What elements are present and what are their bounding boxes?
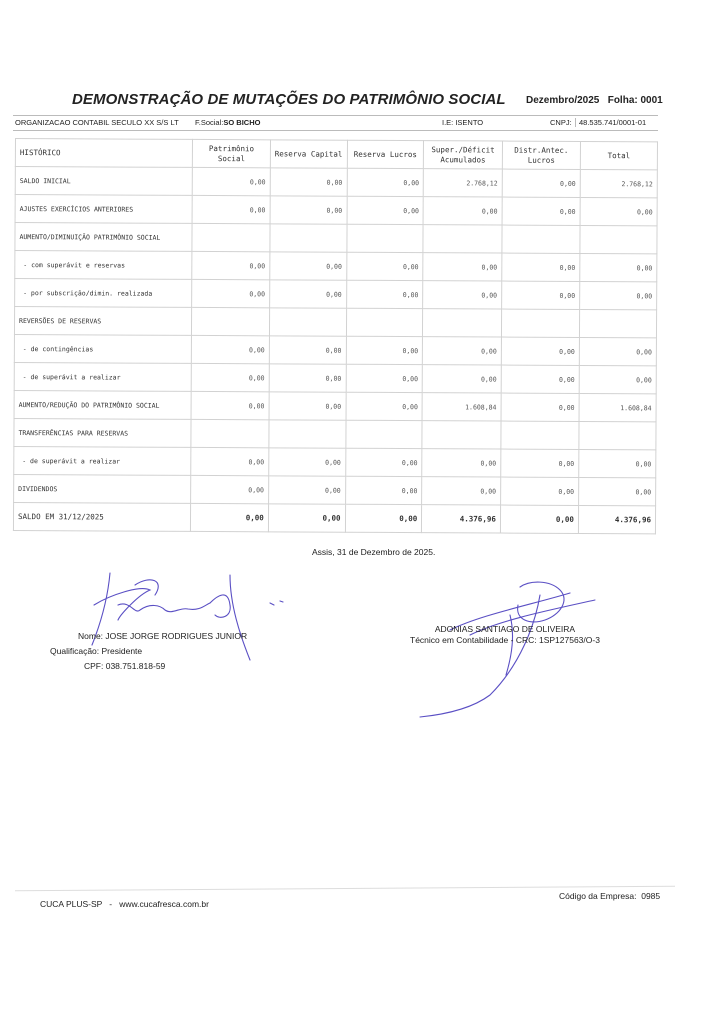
row-label: AJUSTES EXERCÍCIOS ANTERIORES [15, 195, 192, 224]
row-value: 1.608,84 [579, 393, 656, 421]
table-header-row [15, 139, 657, 170]
row-value: 0,00 [270, 252, 347, 280]
ie-number: I.E: ISENTO [442, 118, 484, 127]
signature-right-drawing [410, 575, 610, 725]
row-value: 0,00 [191, 447, 269, 475]
row-value: 0,00 [580, 253, 657, 281]
sheet-number: 0001 [640, 95, 663, 106]
table-row [14, 474, 656, 505]
row-value [269, 308, 346, 336]
footer-company-code: Código da Empresa: 0985 [559, 891, 661, 901]
row-value [346, 224, 423, 252]
row-value: 0,00 [268, 504, 345, 532]
row-value: 0,00 [500, 477, 578, 505]
row-value [579, 309, 656, 337]
row-value [346, 308, 423, 336]
row-value: 0,00 [580, 281, 657, 309]
row-value: 0,00 [346, 252, 423, 280]
period: Dezembro/2025 [526, 95, 600, 106]
row-value: 0,00 [423, 281, 502, 309]
row-value [423, 225, 502, 253]
table-row [14, 418, 656, 449]
row-value: 0,00 [346, 280, 423, 308]
social-name: SO BICHO [223, 118, 261, 127]
row-value [270, 224, 347, 252]
row-value: 0,00 [423, 197, 502, 225]
row-value: 0,00 [269, 364, 346, 392]
row-value: 0,00 [422, 449, 501, 477]
row-value: 0,00 [579, 337, 656, 365]
row-value: 0,00 [269, 336, 346, 364]
row-value: 0,00 [269, 280, 346, 308]
row-value: 0,00 [270, 196, 347, 224]
row-value [501, 421, 579, 449]
table-row [15, 167, 657, 198]
row-value: 0,00 [502, 169, 580, 197]
table-row [14, 334, 656, 365]
col-superavit-deficit: Super./Déficit Acumulados [424, 141, 503, 169]
row-label: SALDO EM 31/12/2025 [13, 502, 190, 531]
row-value: 0,00 [501, 393, 579, 421]
row-value: 0,00 [191, 363, 269, 391]
row-value: 0,00 [192, 335, 270, 363]
row-value: 0,00 [579, 477, 656, 505]
row-value: 4.376,96 [578, 505, 655, 533]
place-date: Assis, 31 de Dezembro de 2025. [312, 547, 436, 557]
signatory-right-role: Técnico em Contabilidade - CRC: 1SP127563/O-3 [410, 635, 600, 645]
row-value [423, 309, 502, 337]
row-value: 0,00 [192, 251, 270, 279]
signatory-right-name: ADONIAS SANTIAGO DE OLIVEIRA [434, 624, 576, 634]
row-value [580, 225, 657, 253]
row-label: AUMENTO/DIMINUIÇÃO PATRIMÔNIO SOCIAL [15, 223, 192, 252]
row-value: 0,00 [501, 365, 579, 393]
row-value: 0,00 [501, 281, 579, 309]
table-row [14, 446, 656, 477]
row-value: 0,00 [191, 391, 269, 419]
row-label: DIVIDENDOS [14, 474, 191, 503]
row-label: TRANSFERÊNCIAS PARA RESERVAS [14, 418, 191, 447]
row-value [579, 421, 656, 449]
row-value: 0,00 [346, 364, 423, 392]
col-patrimonio-social: Patrimônio Social [193, 139, 271, 167]
table-row [13, 502, 655, 533]
cnpj-number: 48.535.741/0001-01 [575, 118, 646, 127]
row-value [192, 223, 270, 251]
row-value: 0,00 [501, 449, 579, 477]
row-value [501, 309, 579, 337]
row-value: 0,00 [422, 365, 501, 393]
col-reserva-capital: Reserva Capital [270, 140, 347, 168]
col-reserva-lucros: Reserva Lucros [347, 140, 424, 168]
row-value: 0,00 [423, 337, 502, 365]
row-value [192, 307, 270, 335]
row-value [422, 421, 501, 449]
row-value: 4.376,96 [422, 505, 501, 533]
company-info-bar [13, 115, 658, 131]
row-value: 2.768,12 [423, 169, 502, 197]
row-value: 0,00 [191, 475, 269, 503]
table-row [15, 279, 657, 310]
row-value [345, 420, 422, 448]
row-value [502, 225, 580, 253]
row-value: 0,00 [268, 476, 345, 504]
row-label: AUMENTO/REDUÇÃO DO PATRIMÔNIO SOCIAL [14, 390, 191, 419]
row-value: 0,00 [345, 476, 422, 504]
company-name: ORGANIZACAO CONTABIL SECULO XX S/S LT [15, 118, 179, 127]
row-label: SALDO INICIAL [15, 167, 192, 196]
row-value: 0,00 [502, 197, 580, 225]
row-value: 0,00 [580, 197, 657, 225]
row-value: 0,00 [269, 392, 346, 420]
row-value: 0,00 [345, 448, 422, 476]
row-value: 0,00 [579, 365, 656, 393]
signatory-left-name: Nome: JOSE JORGE RODRIGUES JUNIOR [78, 631, 248, 641]
row-value [269, 420, 346, 448]
row-label: - de contingências [14, 334, 191, 363]
table-row [15, 251, 657, 282]
col-distr-antec-lucros: Distr.Antec. Lucros [502, 141, 580, 169]
row-label: - de superávit a realizar [14, 446, 191, 475]
row-value: 0,00 [346, 336, 423, 364]
row-value: 1.608,84 [422, 393, 501, 421]
col-total: Total [580, 141, 657, 169]
row-value: 0,00 [346, 392, 423, 420]
social-name-field [195, 118, 260, 127]
table-row [15, 223, 657, 254]
table-row [14, 362, 656, 393]
signatory-left-qualification: Qualificação: Presidente [50, 646, 143, 656]
row-value [191, 419, 269, 447]
row-value: 2.768,12 [580, 169, 657, 197]
row-value: 0,00 [502, 253, 580, 281]
page-title: DEMONSTRAÇÃO DE MUTAÇÕES DO PATRIMÔNIO SOCIAL [72, 91, 506, 108]
col-historico: HISTÓRICO [15, 139, 192, 168]
row-value: 0,00 [579, 449, 656, 477]
row-value: 0,00 [501, 337, 579, 365]
table-row [15, 195, 657, 226]
footer-software: CUCA PLUS-SP - www.cucafresca.com.br [40, 899, 209, 909]
row-label: - com superávit e reservas [15, 251, 192, 280]
cnpj-label: CNPJ: [550, 118, 572, 127]
row-value: 0,00 [500, 505, 578, 533]
row-value: 0,00 [347, 196, 424, 224]
social-label: F.Social: [195, 118, 224, 127]
row-value: 0,00 [192, 167, 270, 195]
row-label: - por subscrição/dimin. realizada [15, 279, 192, 308]
row-value: 0,00 [269, 448, 346, 476]
table-row [14, 307, 656, 338]
row-value: 0,00 [423, 253, 502, 281]
row-label: - de superávit a realizar [14, 362, 191, 391]
row-value: 0,00 [270, 168, 347, 196]
mutations-table [13, 138, 658, 534]
period-info [526, 95, 663, 106]
signatory-left-cpf: CPF: 038.751.818-59 [84, 661, 166, 671]
sheet-label: Folha: [607, 95, 638, 106]
row-value: 0,00 [191, 503, 269, 531]
row-value: 0,00 [345, 504, 422, 532]
row-value: 0,00 [192, 279, 270, 307]
row-label: REVERSÕES DE RESERVAS [14, 307, 191, 336]
signatory-right [410, 624, 600, 646]
table-row [14, 390, 656, 421]
signatory-left [50, 629, 247, 674]
row-value: 0,00 [422, 477, 501, 505]
row-value: 0,00 [347, 168, 424, 196]
row-value: 0,00 [192, 195, 270, 223]
